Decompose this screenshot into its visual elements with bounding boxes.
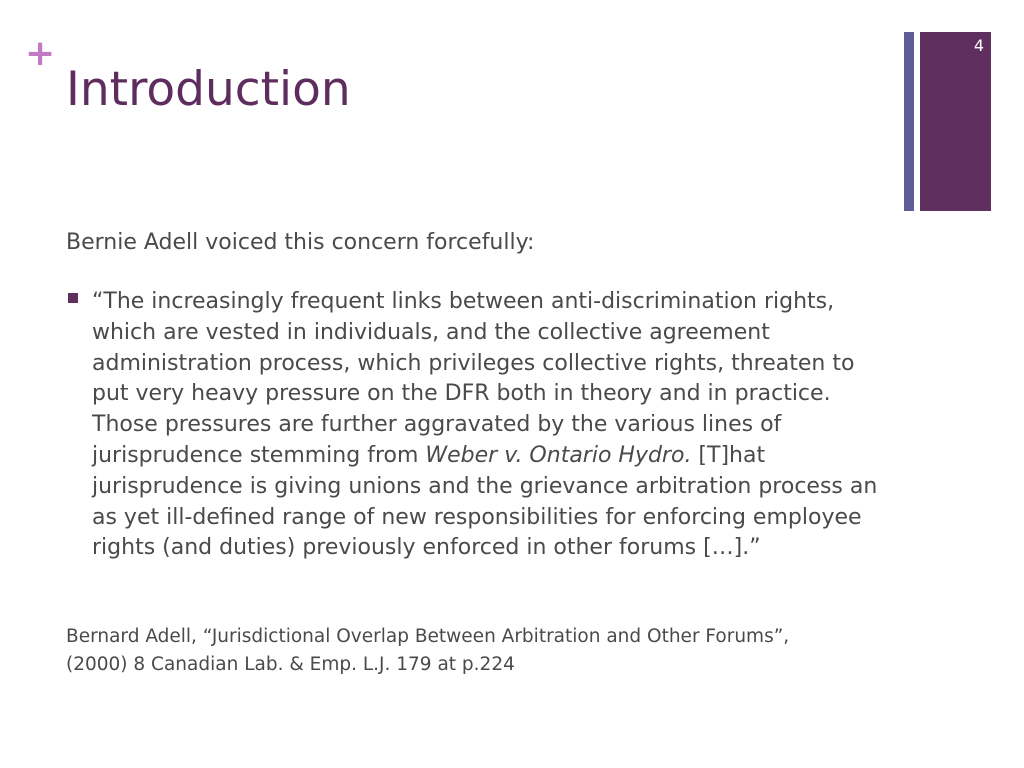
slide-title: Introduction: [66, 62, 351, 117]
square-bullet-icon: [68, 293, 78, 303]
citation-text: Bernard Adell, “Jurisdictional Overlap Between Arbitration and Other Forums”, (2000) 8 Canadian Lab. & Emp. L.J. 179 at p.224: [66, 626, 790, 675]
page-number: 4: [973, 36, 984, 55]
quote-text-part1: “The increasingly frequent links between anti-discrimination rights, which are vested in individuals, and the collective agreement administration process, which privileges collective rights, threaten to put very heavy pressure on the DFR both in theory and in practice. Those pressures are further aggravated by the various lines of jurisprudence stemming from: [92, 289, 855, 468]
intro-text: Bernie Adell voiced this concern forcefully:: [66, 230, 535, 255]
case-name: Weber v. Ontario Hydro.: [425, 442, 692, 468]
plus-decoration-icon: +: [25, 33, 56, 74]
quote-paragraph: [92, 287, 892, 564]
quote-text-part2: [T]hat jurisprudence is giving unions and the grievance arbitration process an as yet ill-defined range of new responsibilities for enforcing employee rights (and duties) previously enforced in other forums […].”: [92, 442, 878, 561]
accent-bar-thin: [904, 32, 914, 211]
accent-bar-thick: [920, 32, 991, 211]
